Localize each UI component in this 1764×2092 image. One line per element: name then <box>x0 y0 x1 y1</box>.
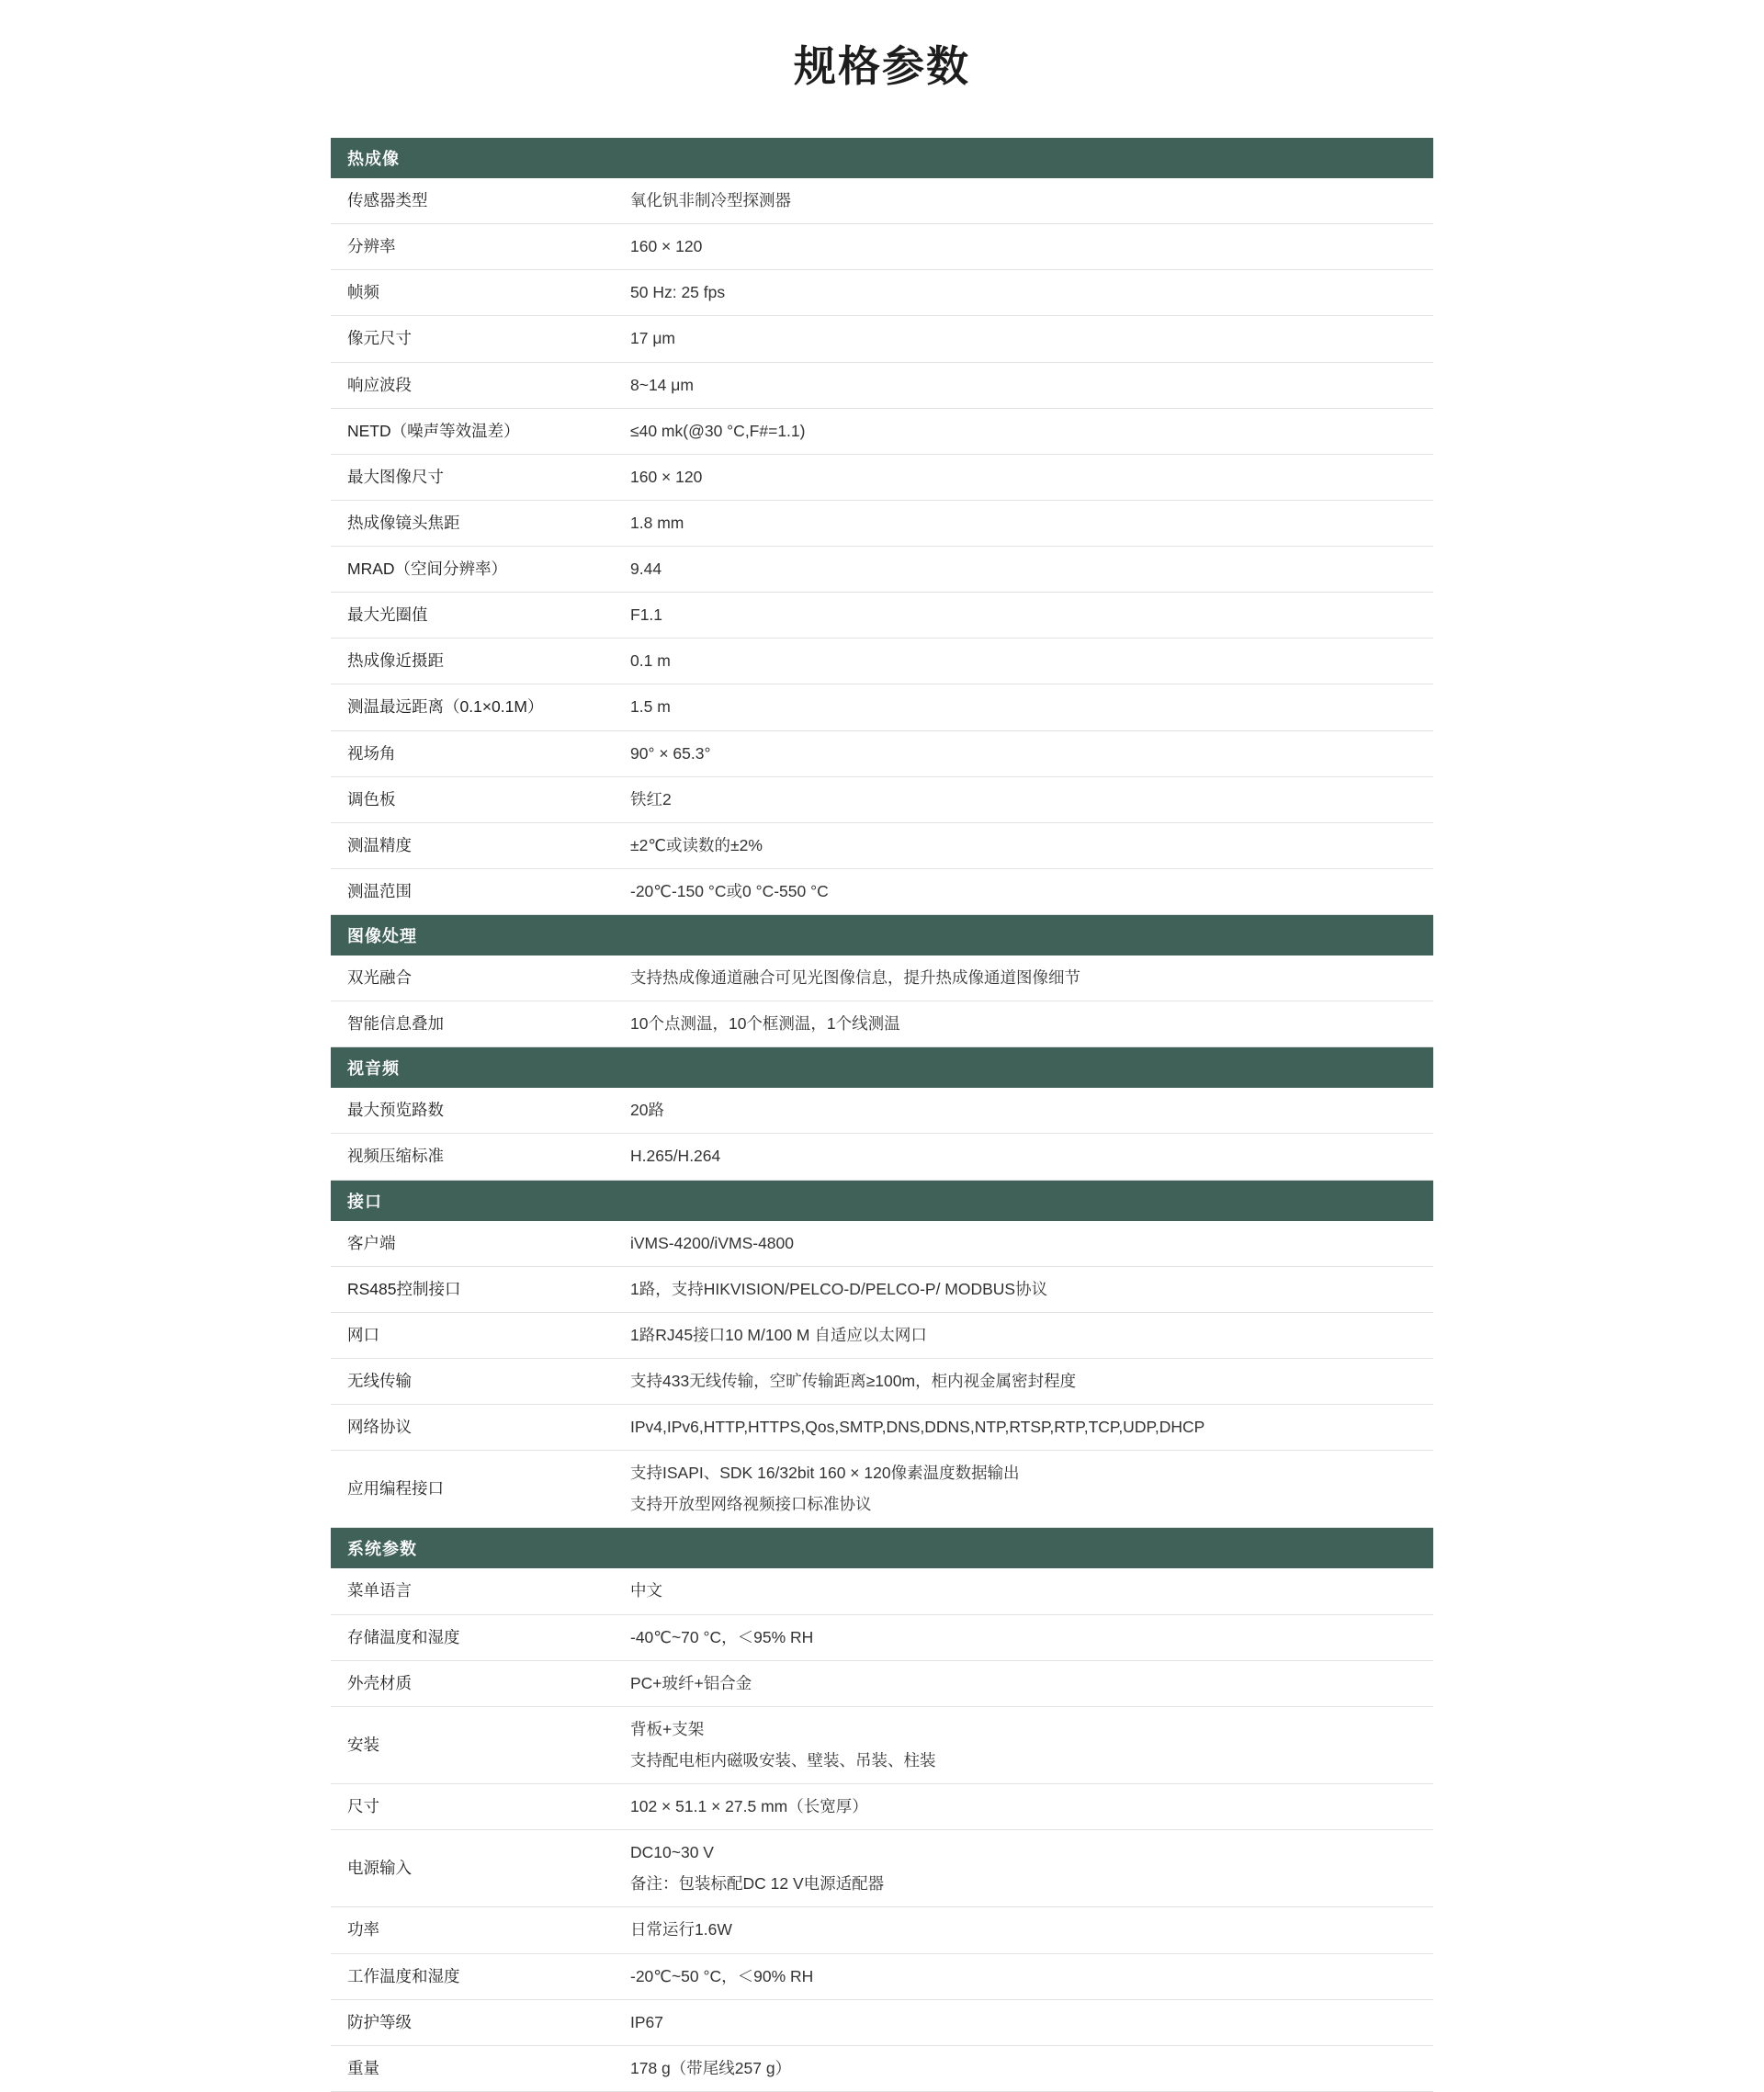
section-title: 系统参数 <box>331 1528 1433 1569</box>
section-title: 图像处理 <box>331 915 1433 956</box>
page-title: 规格参数 <box>794 42 970 90</box>
spec-value-line: 支持热成像通道融合可见光图像信息，提升热成像通道图像细节 <box>630 968 1080 987</box>
spec-value <box>616 1784 1433 1830</box>
spec-value-line: 20路 <box>630 1101 664 1120</box>
spec-value <box>616 776 1433 822</box>
spec-value <box>616 1312 1433 1358</box>
table-row <box>331 684 1433 730</box>
spec-value <box>616 1706 1433 1783</box>
spec-value <box>616 454 1433 500</box>
spec-value <box>616 1001 1433 1047</box>
spec-value <box>616 1405 1433 1451</box>
spec-value-line: ±2℃或读数的±2% <box>630 835 763 854</box>
spec-value-line: 中文 <box>630 1581 662 1600</box>
table-row <box>331 639 1433 684</box>
table-row <box>331 316 1433 362</box>
table-row <box>331 1953 1433 1999</box>
spec-table-body <box>331 138 1433 2091</box>
spec-value-line: 日常运行1.6W <box>630 1920 732 1939</box>
spec-label: 帧频 <box>331 270 616 316</box>
table-row <box>331 1451 1433 1528</box>
spec-value <box>616 2045 1433 2091</box>
spec-value <box>616 362 1433 408</box>
spec-value <box>616 1134 1433 1180</box>
spec-label: 网络协议 <box>331 1405 616 1451</box>
table-row <box>331 1784 1433 1830</box>
spec-value <box>616 1358 1433 1404</box>
specification-table <box>331 138 1433 2092</box>
table-row <box>331 1660 1433 1706</box>
spec-value <box>616 1907 1433 1953</box>
table-row <box>331 500 1433 546</box>
spec-value <box>616 224 1433 270</box>
spec-value <box>616 822 1433 868</box>
table-row <box>331 1999 1433 2045</box>
spec-value-line: 1.5 m <box>630 697 671 717</box>
spec-value <box>616 1568 1433 1614</box>
spec-label: 最大预览路数 <box>331 1088 616 1134</box>
spec-label: 调色板 <box>331 776 616 822</box>
spec-value <box>616 1221 1433 1267</box>
spec-label: 热成像镜头焦距 <box>331 500 616 546</box>
table-row <box>331 593 1433 639</box>
spec-value <box>616 1660 1433 1706</box>
spec-value-line: 氧化钒非制冷型探测器 <box>630 191 791 209</box>
spec-label: 应用编程接口 <box>331 1451 616 1528</box>
spec-label: 客户端 <box>331 1221 616 1267</box>
spec-label: 无线传输 <box>331 1358 616 1404</box>
table-row <box>331 868 1433 914</box>
spec-label: RS485控制接口 <box>331 1266 616 1312</box>
spec-value <box>616 316 1433 362</box>
spec-label: 传感器类型 <box>331 178 616 224</box>
spec-value-line: 10个点测温，10个框测温，1个线测温 <box>630 1014 900 1034</box>
spec-label: 响应波段 <box>331 362 616 408</box>
spec-label: NETD（噪声等效温差） <box>331 408 616 454</box>
table-row <box>331 1907 1433 1953</box>
table-row <box>331 776 1433 822</box>
spec-label: 视频压缩标准 <box>331 1134 616 1180</box>
spec-value-line: 背板+支架 <box>630 1719 705 1738</box>
spec-label: 热成像近摄距 <box>331 639 616 684</box>
spec-label: 测温精度 <box>331 822 616 868</box>
spec-value-line: -20℃-150 °C或0 °C-550 °C <box>630 881 829 900</box>
spec-label: 安装 <box>331 1706 616 1783</box>
spec-value-line: 178 g（带尾线257 g） <box>630 2058 792 2077</box>
table-row <box>331 547 1433 593</box>
spec-value <box>616 270 1433 316</box>
spec-label: 电源输入 <box>331 1830 616 1907</box>
table-row <box>331 822 1433 868</box>
spec-value <box>616 500 1433 546</box>
section-header-row <box>331 915 1433 956</box>
spec-value-line: F1.1 <box>630 605 663 625</box>
table-row <box>331 178 1433 224</box>
table-row <box>331 1568 1433 1614</box>
spec-label: 菜单语言 <box>331 1568 616 1614</box>
table-row <box>331 1614 1433 1660</box>
spec-label: 分辨率 <box>331 224 616 270</box>
table-row <box>331 270 1433 316</box>
spec-label: 外壳材质 <box>331 1660 616 1706</box>
table-row <box>331 1312 1433 1358</box>
spec-label: 网口 <box>331 1312 616 1358</box>
spec-label: 功率 <box>331 1907 616 1953</box>
spec-value <box>616 730 1433 776</box>
section-header-row <box>331 1180 1433 1221</box>
spec-label: MRAD（空间分辨率） <box>331 547 616 593</box>
spec-value <box>616 178 1433 224</box>
spec-value-line: 17 μm <box>630 329 675 348</box>
spec-value <box>616 868 1433 914</box>
spec-value-line: 160 × 120 <box>630 467 703 486</box>
spec-value-line: 102 × 51.1 × 27.5 mm（长宽厚） <box>630 1797 868 1815</box>
spec-label: 视场角 <box>331 730 616 776</box>
spec-label: 存储温度和湿度 <box>331 1614 616 1660</box>
spec-value <box>616 1953 1433 1999</box>
spec-value-line: IP67 <box>630 2012 663 2031</box>
spec-value-line: PC+玻纤+铝合金 <box>630 1673 752 1692</box>
spec-value-line: -20℃~50 °C，＜90% RH <box>630 1966 814 1985</box>
section-title: 热成像 <box>331 138 1433 178</box>
spec-value-line: IPv4,IPv6,HTTP,HTTPS,Qos,SMTP,DNS,DDNS,NTP,RTSP,RTP,TCP,UDP,DHCP <box>630 1418 1205 1436</box>
spec-value <box>616 1088 1433 1134</box>
spec-value-line: 备注：包装标配DC 12 V电源适配器 <box>630 1874 885 1894</box>
spec-value-line: -40℃~70 °C，＜95% RH <box>630 1627 814 1646</box>
spec-value <box>616 1266 1433 1312</box>
table-row <box>331 2045 1433 2091</box>
spec-value <box>616 1614 1433 1660</box>
spec-value-line: 支持配电柜内磁吸安装、壁装、吊装、柱装 <box>630 1750 936 1770</box>
spec-label: 最大图像尺寸 <box>331 454 616 500</box>
section-title: 接口 <box>331 1180 1433 1221</box>
spec-value-line: 8~14 μm <box>630 375 694 394</box>
table-row <box>331 1405 1433 1451</box>
spec-label: 工作温度和湿度 <box>331 1953 616 1999</box>
spec-value <box>616 639 1433 684</box>
spec-value <box>616 1830 1433 1907</box>
section-header-row <box>331 1047 1433 1089</box>
spec-value-line: H.265/H.264 <box>630 1147 721 1166</box>
spec-value-line: 1.8 mm <box>630 513 684 532</box>
spec-value-line: 90° × 65.3° <box>630 743 711 763</box>
spec-value <box>616 547 1433 593</box>
spec-value <box>616 684 1433 730</box>
spec-value-line: DC10~30 V <box>630 1843 714 1862</box>
table-row <box>331 1706 1433 1783</box>
table-row <box>331 1358 1433 1404</box>
spec-value-line: ≤40 mk(@30 °C,F#=1.1) <box>630 421 806 440</box>
table-row <box>331 1266 1433 1312</box>
spec-label: 测温范围 <box>331 868 616 914</box>
spec-value-line: 9.44 <box>630 560 662 578</box>
section-title: 视音频 <box>331 1047 1433 1089</box>
section-header-row <box>331 138 1433 178</box>
spec-value-line: 铁红2 <box>630 789 672 809</box>
spec-value-line: 1路RJ45接口10 M/100 M 自适应以太网口 <box>630 1325 927 1344</box>
table-row <box>331 1830 1433 1907</box>
table-row <box>331 956 1433 1001</box>
table-row <box>331 1001 1433 1047</box>
table-row <box>331 408 1433 454</box>
spec-label: 尺寸 <box>331 1784 616 1830</box>
table-row <box>331 454 1433 500</box>
spec-value-line: 支持433无线传输，空旷传输距离≥100m，柜内视金属密封程度 <box>630 1371 1077 1390</box>
spec-value <box>616 1999 1433 2045</box>
table-row <box>331 362 1433 408</box>
spec-label: 双光融合 <box>331 956 616 1001</box>
spec-label: 防护等级 <box>331 1999 616 2045</box>
spec-label: 重量 <box>331 2045 616 2091</box>
spec-label: 测温最远距离（0.1×0.1M） <box>331 684 616 730</box>
table-row <box>331 1088 1433 1134</box>
spec-value-line: 0.1 m <box>630 651 671 671</box>
spec-value-line: 50 Hz: 25 fps <box>630 283 726 302</box>
spec-label: 像元尺寸 <box>331 316 616 362</box>
spec-value <box>616 408 1433 454</box>
spec-value-line: 160 × 120 <box>630 237 703 256</box>
spec-value <box>616 593 1433 639</box>
spec-value-line: 1路，支持HIKVISION/PELCO-D/PELCO-P/ MODBUS协议 <box>630 1279 1048 1298</box>
table-row <box>331 1134 1433 1180</box>
table-row <box>331 1221 1433 1267</box>
table-row <box>331 730 1433 776</box>
spec-value-line: iVMS-4200/iVMS-4800 <box>630 1233 794 1252</box>
spec-label: 最大光圈值 <box>331 593 616 639</box>
spec-label: 智能信息叠加 <box>331 1001 616 1047</box>
spec-value-line: 支持ISAPI、SDK 16/32bit 160 × 120像素温度数据输出 <box>630 1464 1020 1483</box>
spec-value-line: 支持开放型网络视频接口标准协议 <box>630 1495 872 1514</box>
section-header-row <box>331 1528 1433 1569</box>
table-row <box>331 224 1433 270</box>
spec-value <box>616 1451 1433 1528</box>
spec-value <box>616 956 1433 1001</box>
